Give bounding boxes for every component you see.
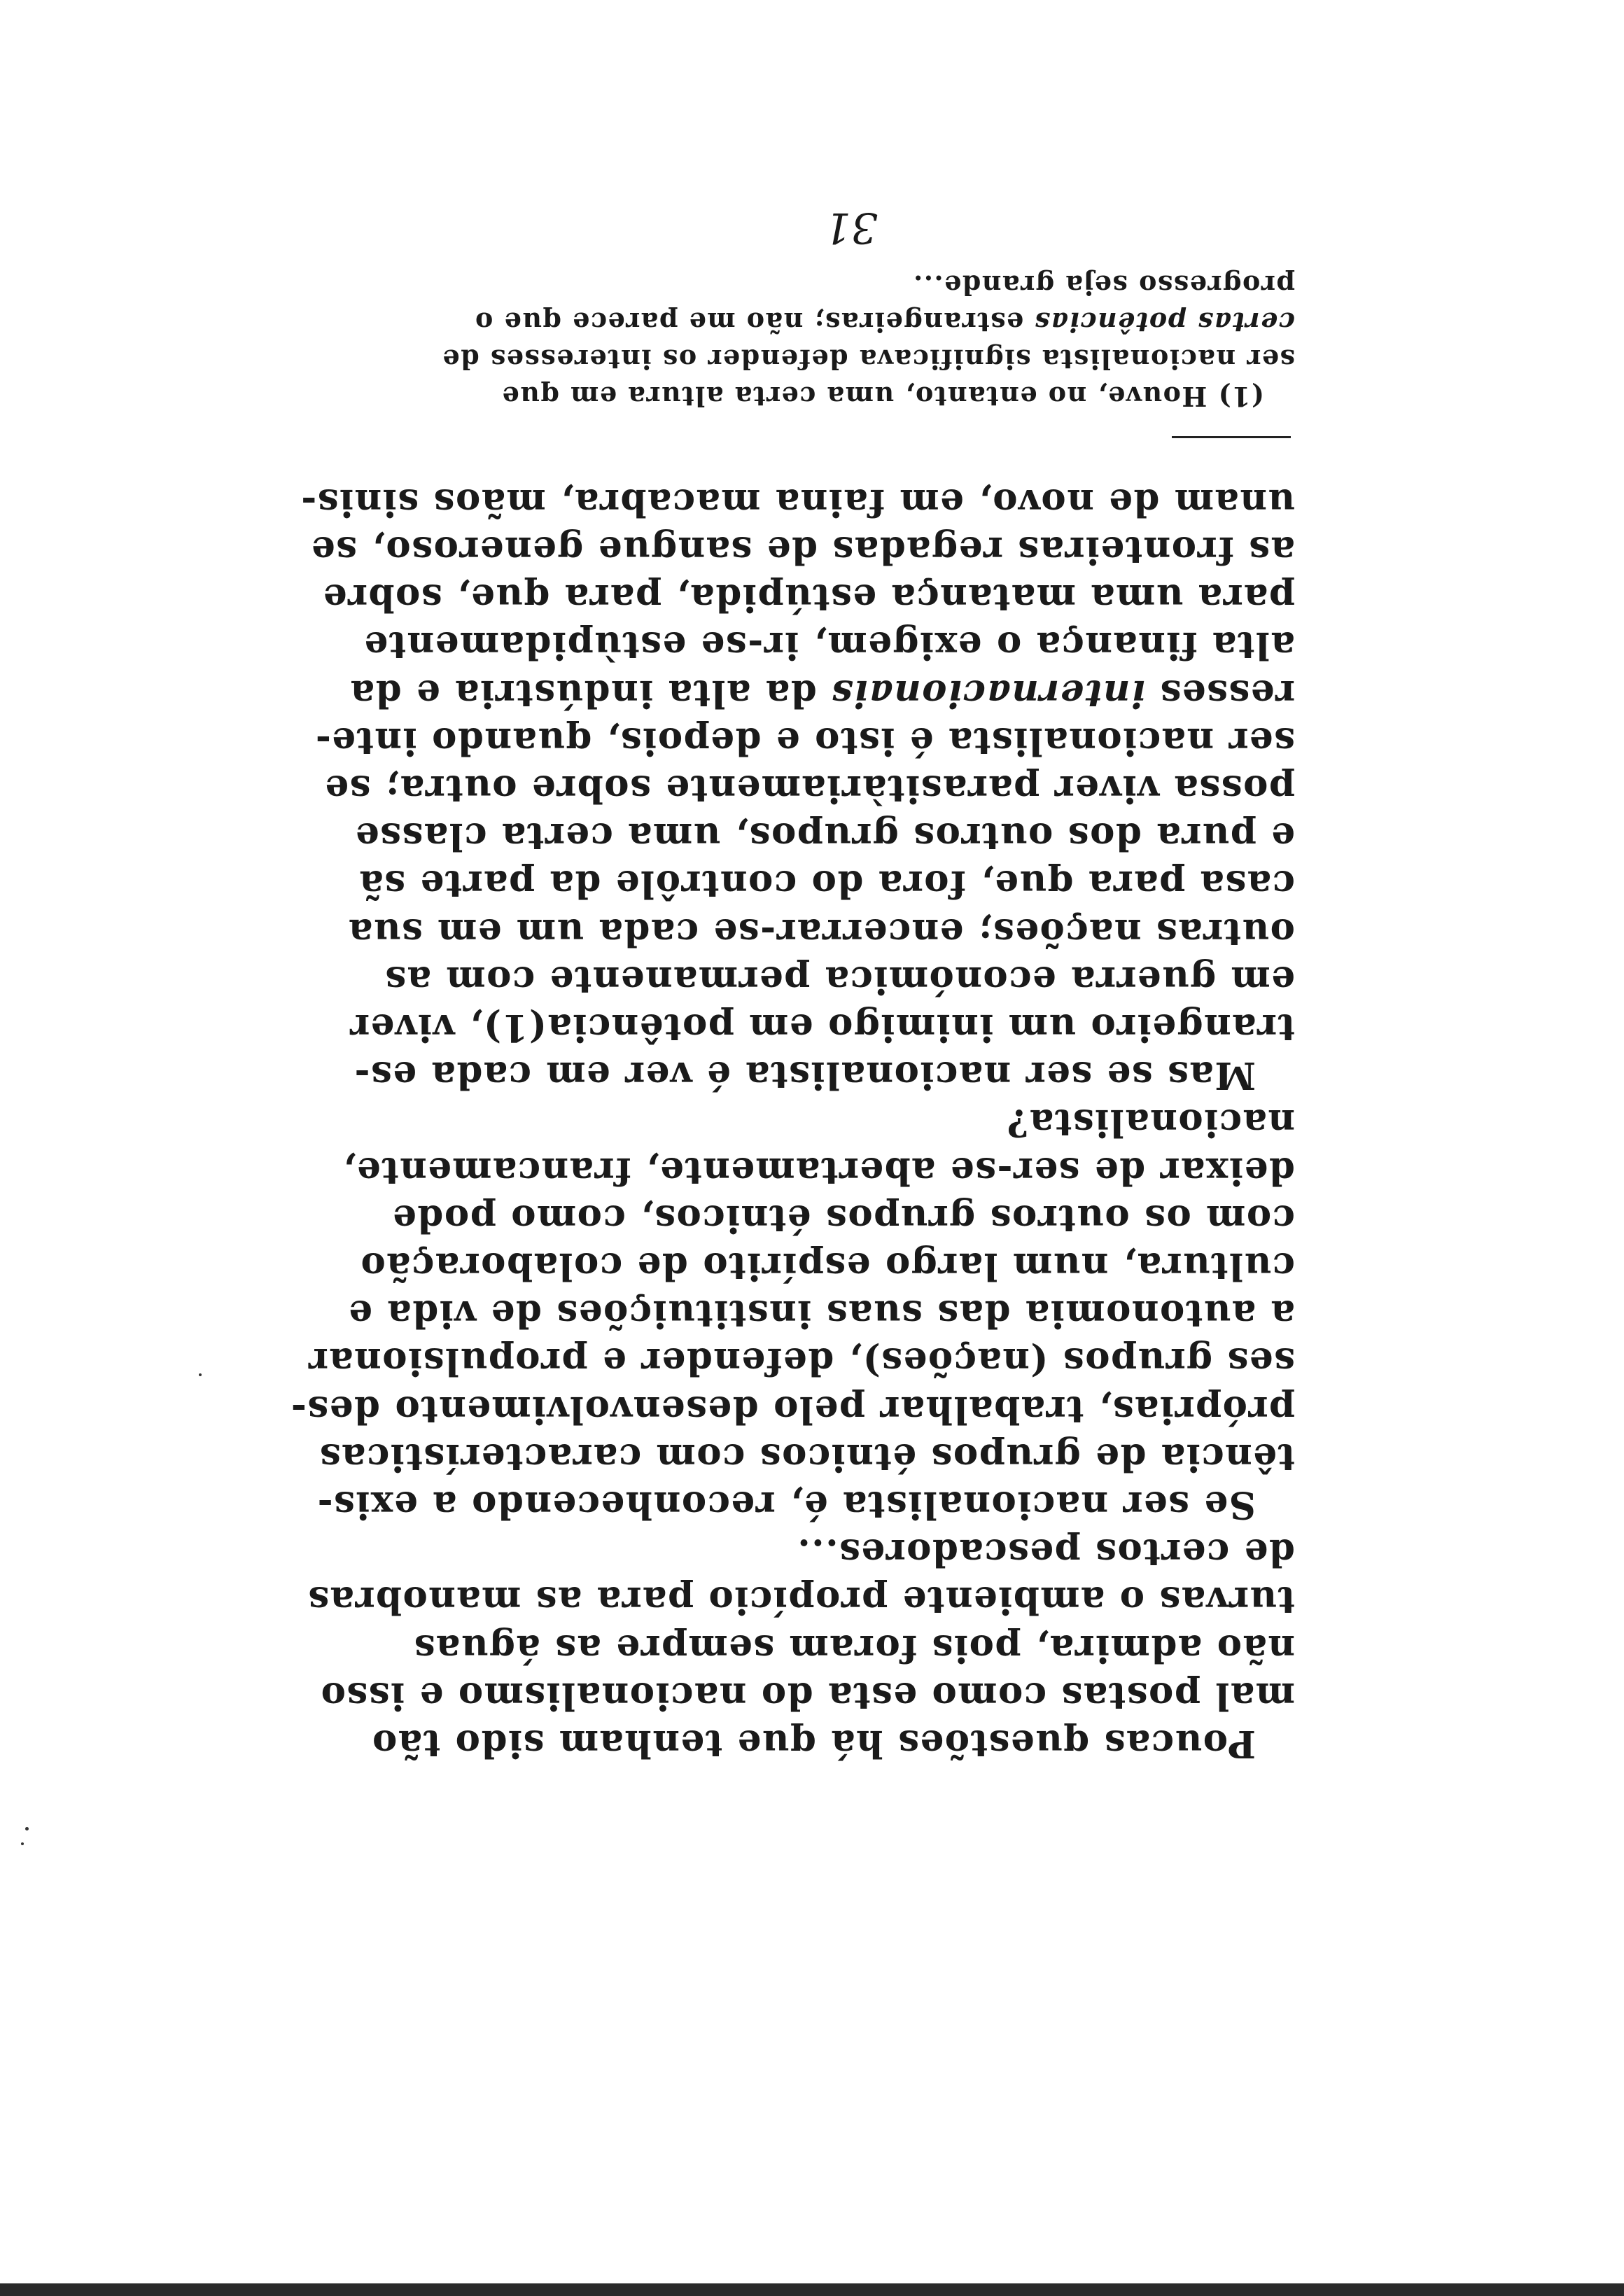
- text-line: nacionalista?: [1006, 1101, 1295, 1145]
- scan-speck: [199, 1373, 202, 1376]
- text-line: mal postas como esta do nacionalismo e isso: [320, 1674, 1295, 1718]
- footnote-line: (1) Houve, no entanto, uma certa altura em que: [501, 380, 1264, 412]
- text-line: deixar de ser-se abertamente, francamente,: [342, 1149, 1295, 1193]
- text-line: próprias, trabalhar pelo desenvolvimento des-: [290, 1387, 1295, 1432]
- text-line: Se ser nacionalista é, reconhecendo a exis-: [316, 1483, 1256, 1527]
- text-line: em guerra económica permanente com as: [384, 958, 1295, 1002]
- text-line: para uma matança estúpida, para que, sobre: [322, 576, 1295, 620]
- text-line: unam de novo, em faina macabra, mãos sinis-: [300, 480, 1295, 524]
- text-line: a autonomia das suas instituições de vida e: [347, 1292, 1295, 1336]
- footnote-line-with-italic: certas potências estrangeiras; não me parece que o: [474, 306, 1295, 338]
- text-line: e pura dos outros grupos, uma certa classe: [354, 815, 1295, 859]
- body-text: [290, 479, 1295, 1768]
- text-line: casa para que, fora do contrôle da parte sã: [358, 862, 1295, 906]
- footnote-line: progresso seja grande...: [912, 269, 1295, 301]
- page-content: [290, 267, 1295, 1768]
- footnote: [343, 267, 1295, 415]
- page-number: 31: [824, 203, 878, 252]
- text-line: ser nacionalista é isto e depois, quando inte-: [314, 719, 1295, 763]
- scan-speck: [25, 1827, 29, 1830]
- text-line: turvas o ambiente propício para as manobras: [307, 1578, 1295, 1623]
- text-line: não admira, pois foram sempre as águas: [413, 1626, 1295, 1670]
- text-line: com os outros grupos étnicos, como pode: [391, 1196, 1295, 1240]
- text-line: alta finança o exigem, ir-se estùpidamente: [363, 624, 1295, 668]
- text-line: Poucas questões há que tenham sido tão: [371, 1722, 1256, 1765]
- text-line: as fronteiras regadas de sangue generoso, se: [310, 528, 1295, 572]
- footnote-line: ser nacionalista significava defender os interesses de: [441, 343, 1295, 375]
- text-line: ses grupos (nações), defender e propulsionar: [307, 1340, 1295, 1384]
- paragraph-3: [300, 479, 1295, 1100]
- paragraph-1: [307, 1529, 1295, 1768]
- scan-bottom-edge: [0, 2283, 1624, 2296]
- footnote-separator: [1172, 436, 1291, 438]
- scan-speck: [21, 1842, 24, 1845]
- text-line: possa viver parasitàriamente sobre outra; se: [323, 766, 1295, 811]
- text-line: cultura, num largo espírito de colaboração: [359, 1244, 1295, 1288]
- text-line: de certos pescadores...: [796, 1531, 1295, 1575]
- text-line-with-italic: resses internacionais da alta indústria e da: [349, 671, 1295, 715]
- text-line: trangeiro um inimigo em potência(1), viver: [349, 1005, 1295, 1049]
- italic-phrase: certas potências: [1034, 306, 1295, 338]
- italic-phrase: internacionais: [830, 671, 1146, 715]
- paragraph-2: [290, 1099, 1295, 1529]
- text-line: Mas se ser nacionalista é ver em cada es-: [354, 1054, 1256, 1098]
- text-line: outras nações; encerrar-se cada um em sua: [347, 910, 1295, 954]
- text-line: tência de grupos étnicos com características: [318, 1435, 1295, 1479]
